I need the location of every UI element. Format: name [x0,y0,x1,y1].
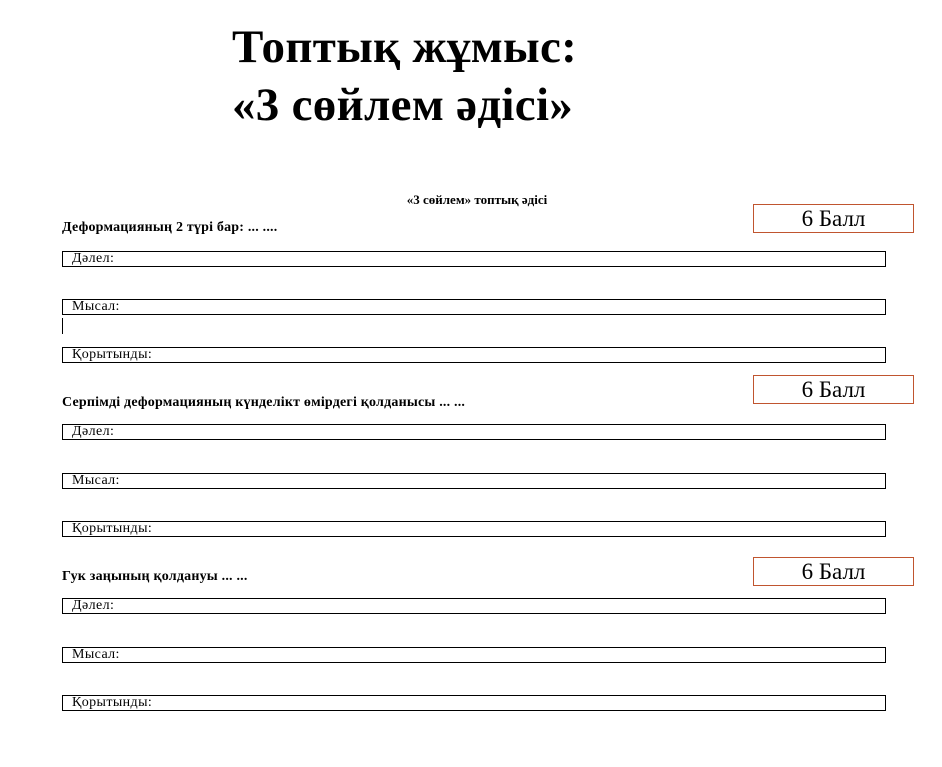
answer-box-conclusion-2[interactable]: Қорытынды: [62,521,886,537]
title-line-2: «3 сөйлем әдісі» [232,79,574,131]
answer-box-example-3[interactable]: Мысал: [62,647,886,663]
score-badge-2: 6 Балл [753,375,914,404]
answer-box-conclusion-3[interactable]: Қорытынды: [62,695,886,711]
answer-box-conclusion-1[interactable]: Қорытынды: [62,347,886,363]
score-badge-1: 6 Балл [753,204,914,233]
question-2: Серпімді деформацияның күнделікт өмірдегі қолданысы ... ... [62,395,466,410]
slide-title [232,18,577,134]
question-3: Гук заңының қолдануы ... ... [62,569,248,584]
score-badge-3: 6 Балл [753,557,914,586]
title-line-1: Топтық жұмыс: [232,21,578,73]
answer-box-proof-1[interactable]: Дәлел: [62,251,886,267]
answer-box-proof-2[interactable]: Дәлел: [62,424,886,440]
answer-box-example-1[interactable]: Мысал: [62,299,886,315]
answer-box-proof-3[interactable]: Дәлел: [62,598,886,614]
answer-box-example-2[interactable]: Мысал: [62,473,886,489]
text-cursor [62,318,63,334]
document-heading: «3 сөйлем» топтық әдісі [406,192,548,207]
question-1: Деформацияның 2 түрі бар: ... .... [62,220,278,235]
